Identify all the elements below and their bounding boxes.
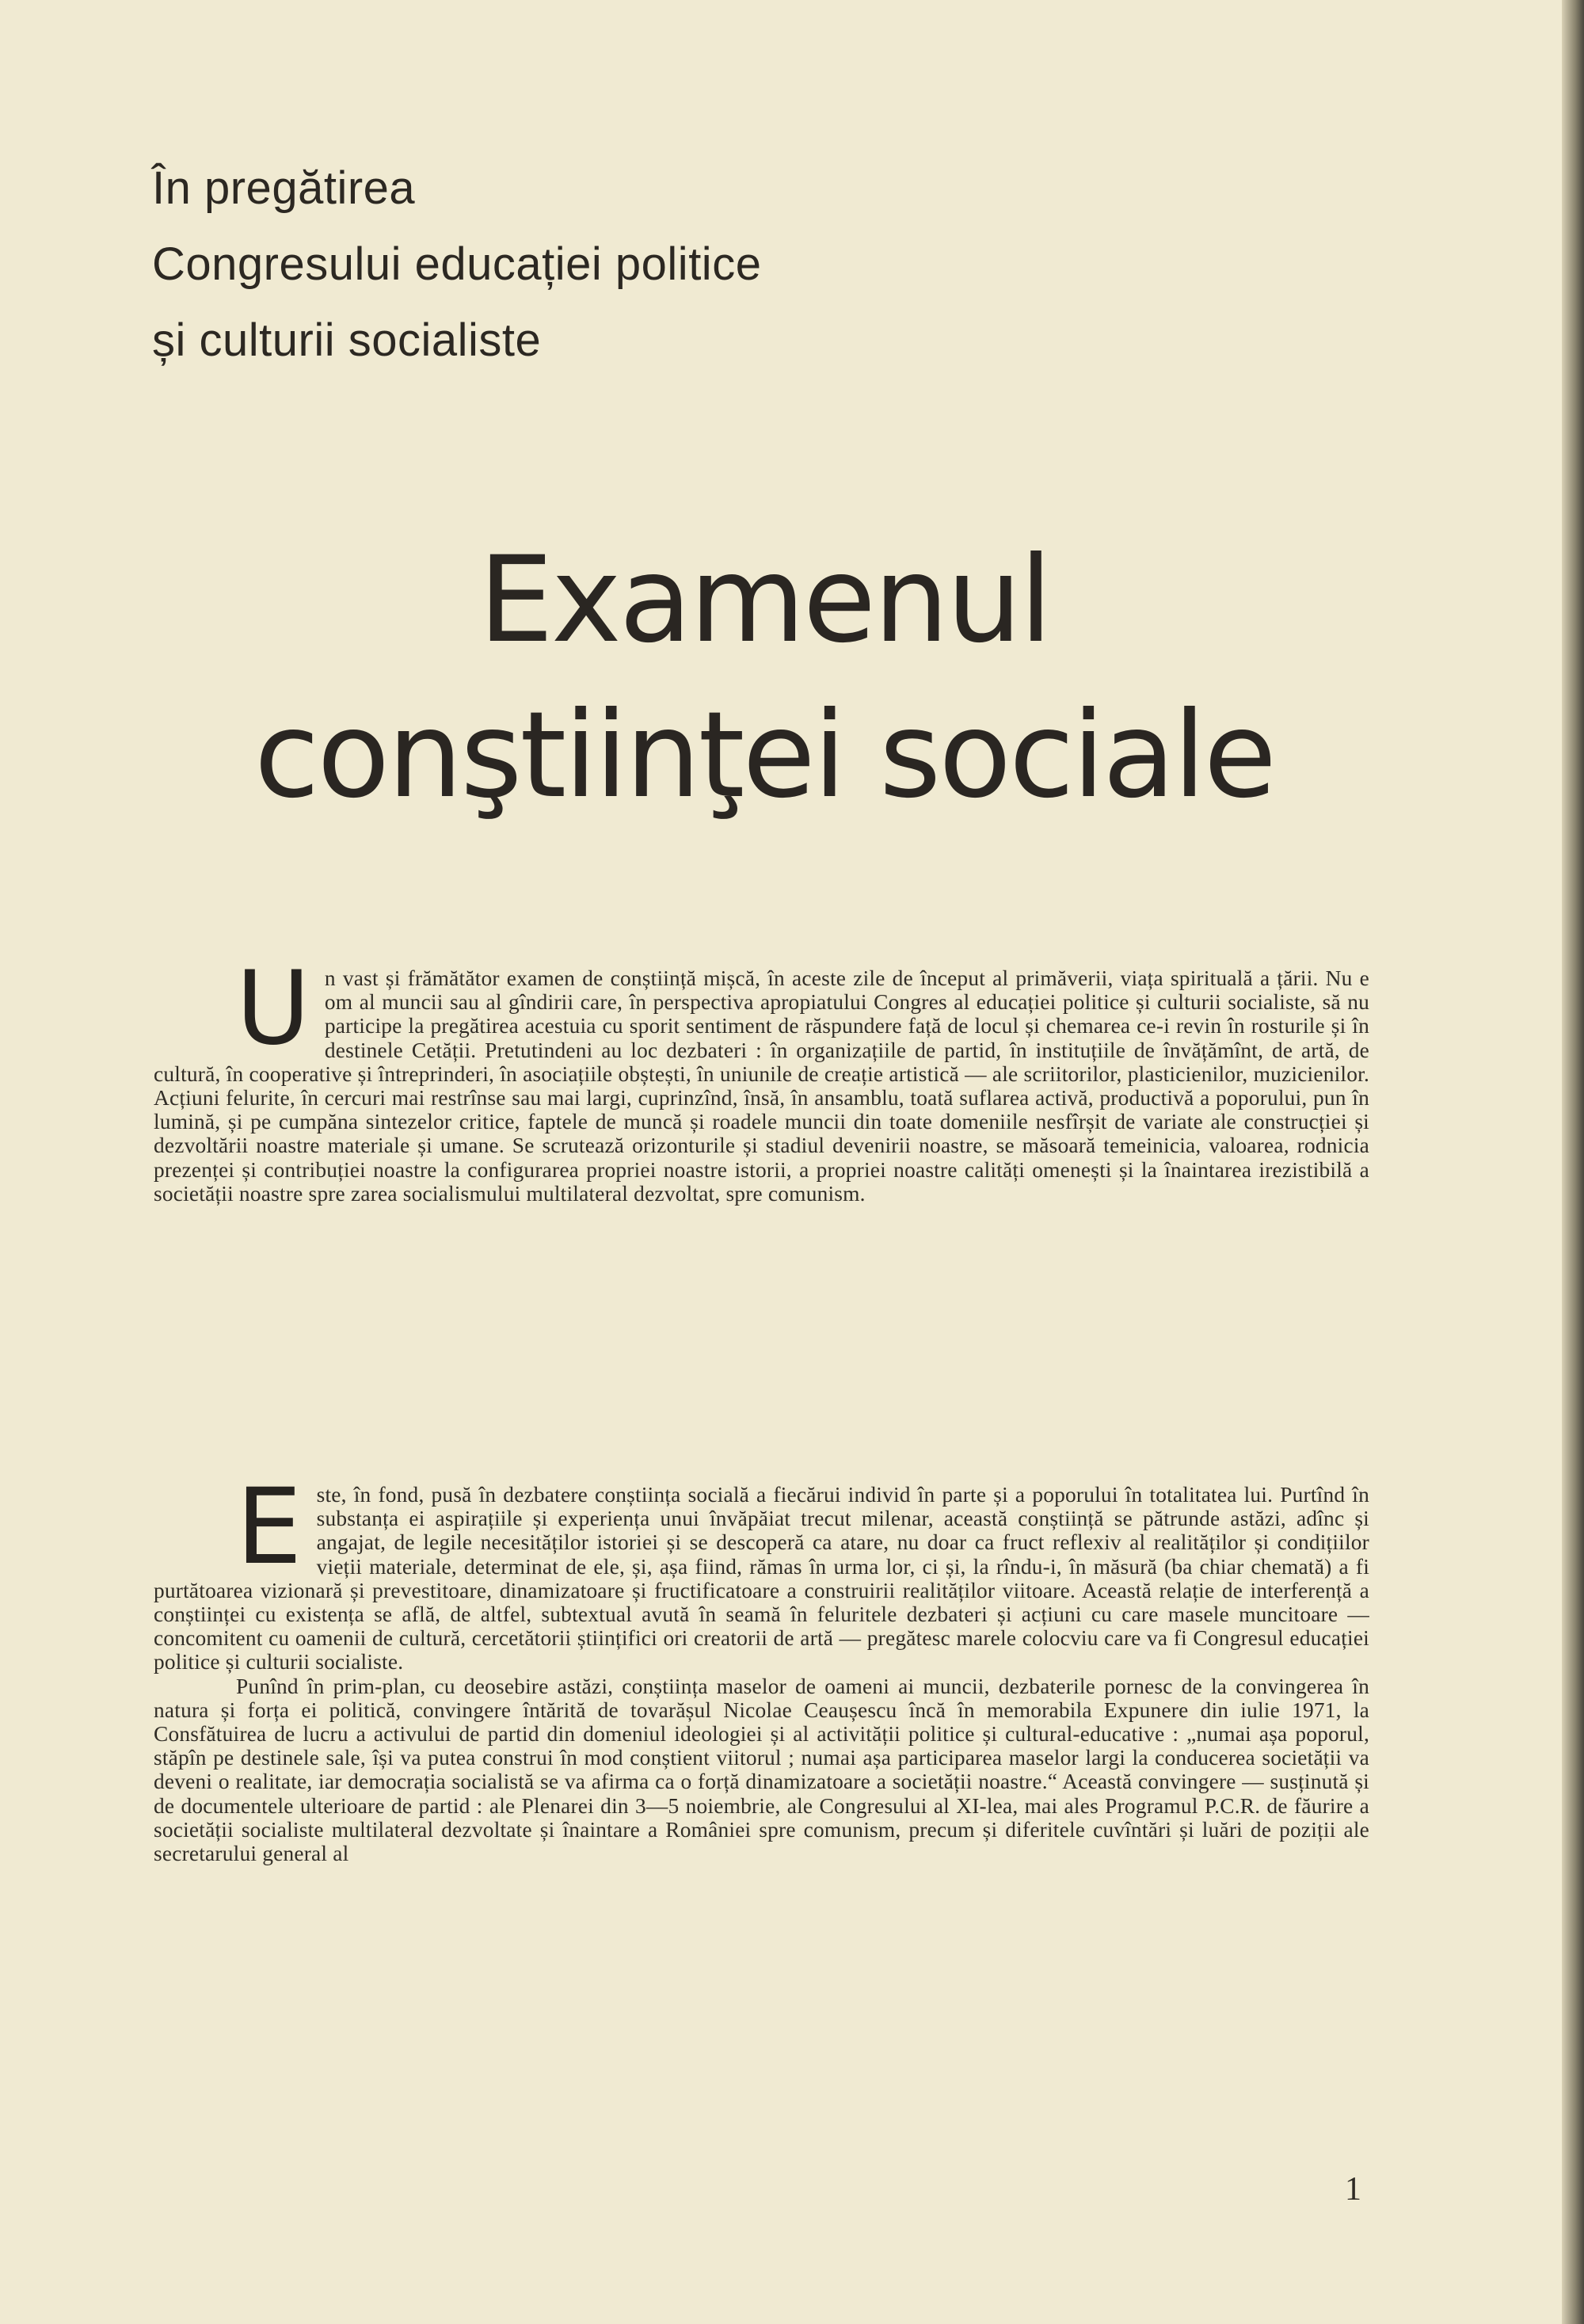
series-heading: [152, 150, 1023, 379]
page-number: 1: [1345, 2171, 1361, 2208]
paragraph-1-text: n vast și frămătător examen de conștiință mișcă, în aceste zile de început al primăverii, viața spirituală a țării. Nu e om al muncii sau al gîndirii care, în perspectiva apropiatului Congres al educației politice și culturii socialiste, să nu participe la pregătirea acestuia cu sporit sentiment de răspundere față de locul și chemarea ce-i revin în rosturile și în destinele Cetății. Pretutindeni au loc dezbateri : în organizațiile de partid, în instituțiile de învățămînt, de artă, de cultură, în cooperative și întreprinderi, în asociațiile obștești, în uniunile de creație artistică — ale scriitorilor, plasticienilor, muzicienilor. Acțiuni felurite, în cercuri mai restrînse sau mai largi, cuprinzînd, însă, în ansamblu, toată suflarea activă, productivă a poporului, pun în lumină, și pe cumpăna sintezelor critice, faptele de muncă și roadele muncii din toate domeniile nesfîrșit de variate ale construcției și dezvoltării noastre materiale și umane. Se scrutează orizonturile și stadiul devenirii noastre, se măsoară temeinicia, valoarea, rodnicia prezenței și contribuției noastre la configurarea propriei noastre istorii, a propriei noastre calități omenești și la înaintarea irezistibilă a societății noastre spre zarea socialismului multilateral dezvoltat, spre comunism.: [154, 966, 1369, 1206]
paragraph-2-text: ste, în fond, pusă în dezbatere conștiința socială a fiecărui individ în parte și a poporului în totalitatea lui. Purtînd în substanța ei aspirațiile și experiența unui învăpăiat trecut milenar, această conștiință se pătrunde astăzi, adînc și angajat, de legile necesităților istoriei și se descoperă ca atare, nu doar ca fruct reflexiv al realităților și condițiilor vieții materiale, determinat de ele, și, așa fiind, rămas în urma lor, ci și, la rîndu-i, în măsură (ba chiar chemată) a fi purtătoarea vizionară și prevestitoare, dinamizatoare și fructificatoare a construirii realităților viitoare. Această relație de interferență a conștiinței cu existența se află, de altfel, subtextual avută în seamă în feluritele dezbateri și acțiuni cu care masele muncitoare — concomitent cu oamenii de cultură, cercetătorii științifici ori creatorii de artă — pregătesc marele colocviu care va fi Congresul educației politice și culturii socialiste.: [154, 1483, 1369, 1674]
article-title: [238, 523, 1291, 833]
series-heading-line-3: și culturii socialiste: [152, 314, 542, 366]
series-heading-line-2: Congresului educației politice: [152, 238, 762, 290]
article-paragraph-3: Punînd în prim-plan, cu deosebire astăzi, conștiința maselor de oameni ai muncii, dezbaterile pornesc de la convingerea în natura și forța ei politică, convingere întărită de tovarășul Nicolae Ceaușescu încă în memorabila Expunere din iulie 1971, la Consfătuirea de lucru a activului de partid din domeniul ideologiei și al activității politice și cultural-educative : „numai așa poporul, stăpîn pe destinele sale, își va putea construi în mod conștient viitorul ; numai așa participarea maselor largi la conducerea societății va deveni o realitate, iar democrația socialistă se va afirma ca o forță dinamizatoare a societății noastre.“ Această convingere — susținută și de documentele ulterioare de partid : ale Plenarei din 3—5 noiembrie, ale Congresului al XI-lea, mai ales Programul P.C.R. de făurire a societății socialiste multilateral dezvoltate și înaintare a României spre comunism, precum și diferitele cuvîntări și luări de poziții ale secretarului general al: [154, 1674, 1369, 1866]
series-heading-line-1: În pregătirea: [152, 162, 416, 214]
article-body: [154, 1466, 1369, 1866]
article-title-line-1: Examenul: [478, 531, 1050, 669]
drop-cap-u: U: [236, 950, 310, 1068]
article-paragraph-2: [154, 1466, 1369, 1674]
article-paragraph-1: [154, 950, 1369, 1206]
article-title-line-2: conştiinţei sociale: [253, 687, 1275, 825]
drop-cap-e: E: [236, 1466, 303, 1588]
page-edge-shadow: [1562, 0, 1584, 2324]
